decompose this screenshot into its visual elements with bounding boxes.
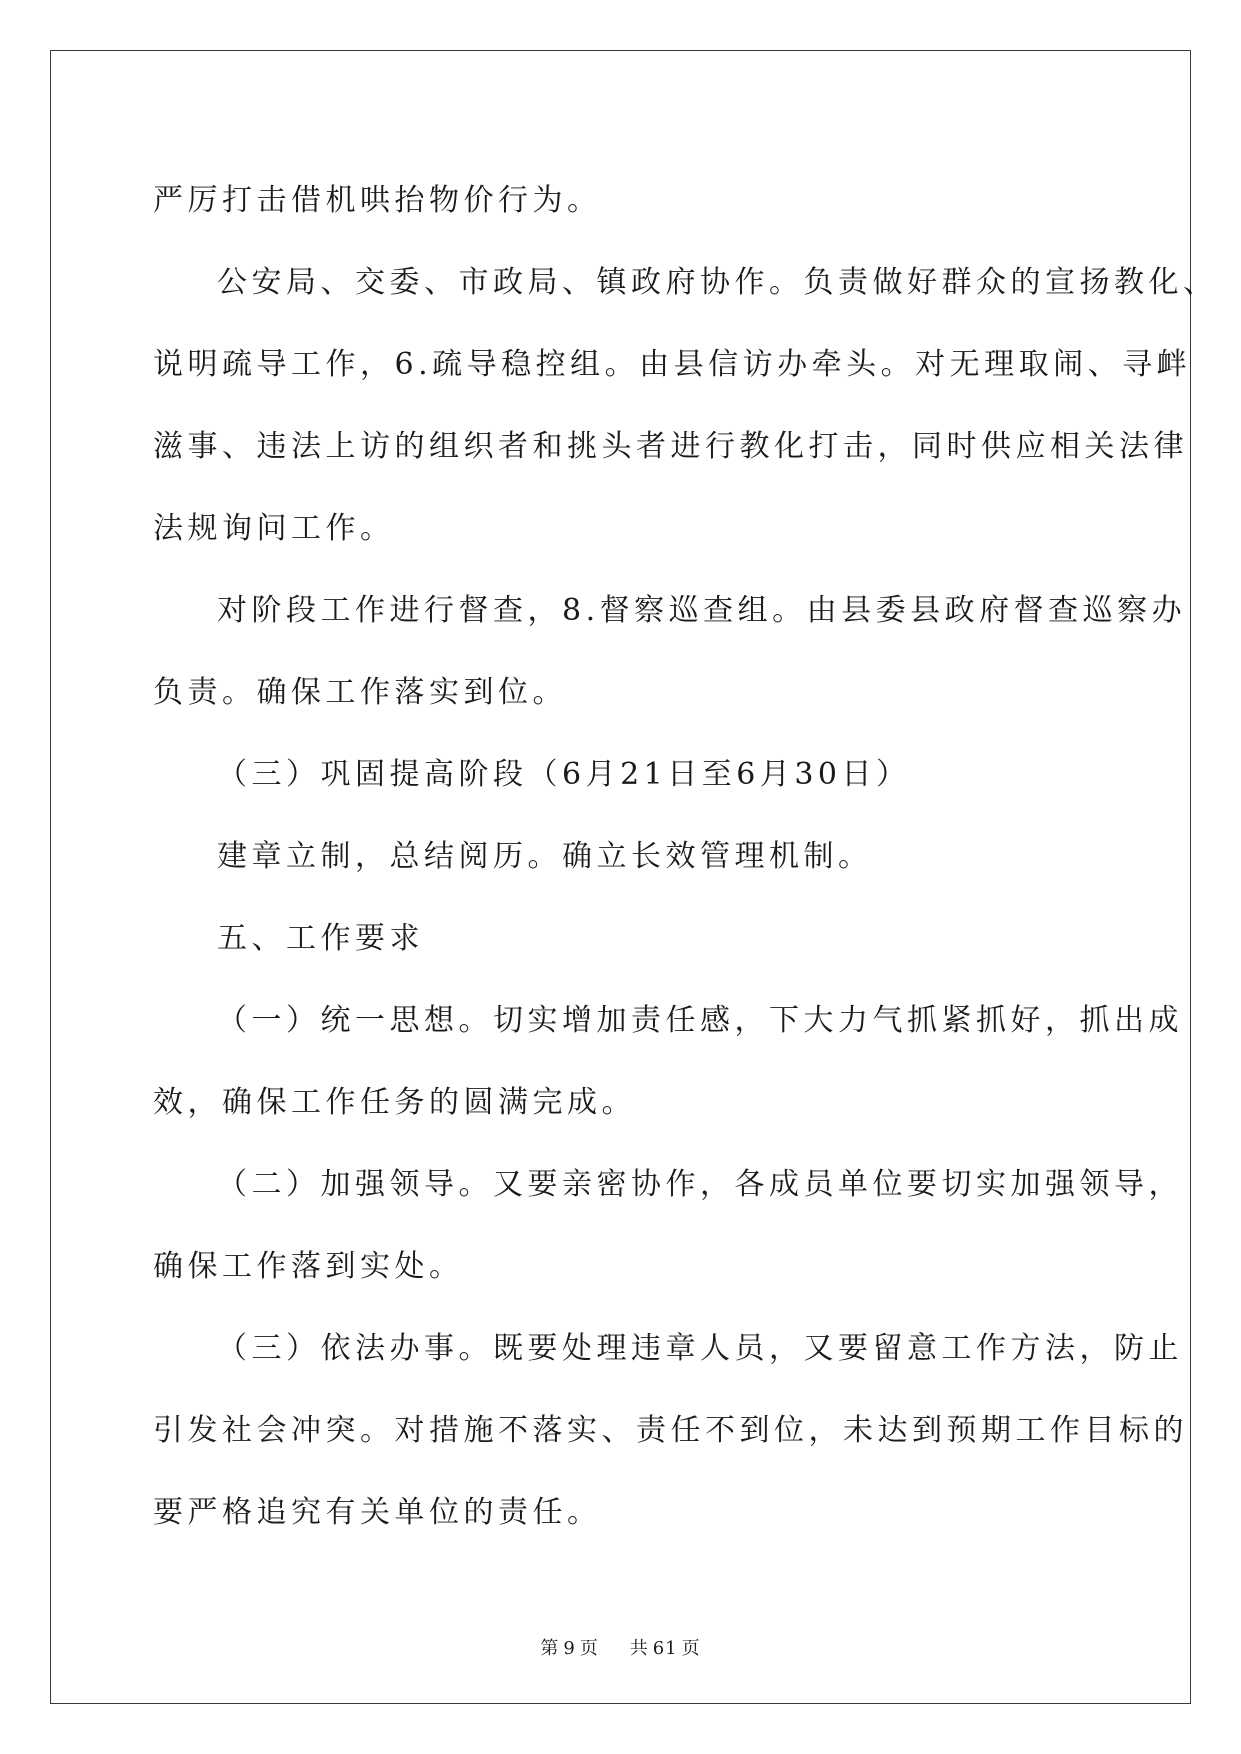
page-suffix: 页 (579, 1638, 599, 1659)
paragraph (153, 242, 1218, 570)
total-suffix: 页 (681, 1638, 701, 1659)
text-line: 说明疏导工作，6.疏导稳控组。由县信访办牵头。对无理取闹、寻衅 (153, 347, 1192, 382)
text-line: （三）巩固提高阶段（6月21日至6月30日） (217, 757, 911, 792)
text-line: 要严格追究有关单位的责任。 (153, 1495, 602, 1530)
page-footer (0, 1634, 1241, 1660)
page-number: 9 (563, 1638, 576, 1659)
text-line: 滋事、违法上访的组织者和挑头者进行教化打击，同时供应相关法律 (153, 429, 1188, 464)
total-pages: 61 (652, 1638, 678, 1659)
text-line: （一）统一思想。切实增加责任感，下大力气抓紧抓好，抓出成 (217, 1003, 1183, 1038)
text-line: （三）依法办事。既要处理违章人员，又要留意工作方法，防止 (217, 1331, 1183, 1366)
paragraph (153, 980, 1183, 1144)
text-line: 引发社会冲突。对措施不落实、责任不到位，未达到预期工作目标的 (153, 1413, 1188, 1448)
text-line: 对阶段工作进行督查，8.督察巡查组。由县委县政府督查巡察办 (217, 593, 1187, 628)
paragraph (153, 570, 1187, 734)
text-line: 确保工作落到实处。 (153, 1249, 464, 1284)
text-line: 公安局、交委、市政局、镇政府协作。负责做好群众的宣扬教化、 (217, 265, 1218, 300)
paragraph (153, 816, 1093, 898)
document-body (153, 160, 1218, 1554)
text-line: 建章立制，总结阅历。确立长效管理机制。 (217, 839, 873, 874)
text-line: 效，确保工作任务的圆满完成。 (153, 1085, 636, 1120)
text-line: 五、工作要求 (217, 921, 424, 956)
paragraph (153, 1308, 1188, 1554)
page-prefix: 第 (540, 1638, 560, 1659)
paragraph (153, 734, 1093, 816)
paragraph (153, 898, 1093, 980)
text-line: 负责。确保工作落实到位。 (153, 675, 567, 710)
total-prefix: 共 (629, 1638, 649, 1659)
text-line: （二）加强领导。又要亲密协作，各成员单位要切实加强领导， (217, 1167, 1183, 1202)
paragraph (153, 160, 1093, 242)
text-line: 法规询问工作。 (153, 511, 395, 546)
text-line: 严厉打击借机哄抬物价行为。 (153, 183, 602, 218)
paragraph (153, 1144, 1183, 1308)
